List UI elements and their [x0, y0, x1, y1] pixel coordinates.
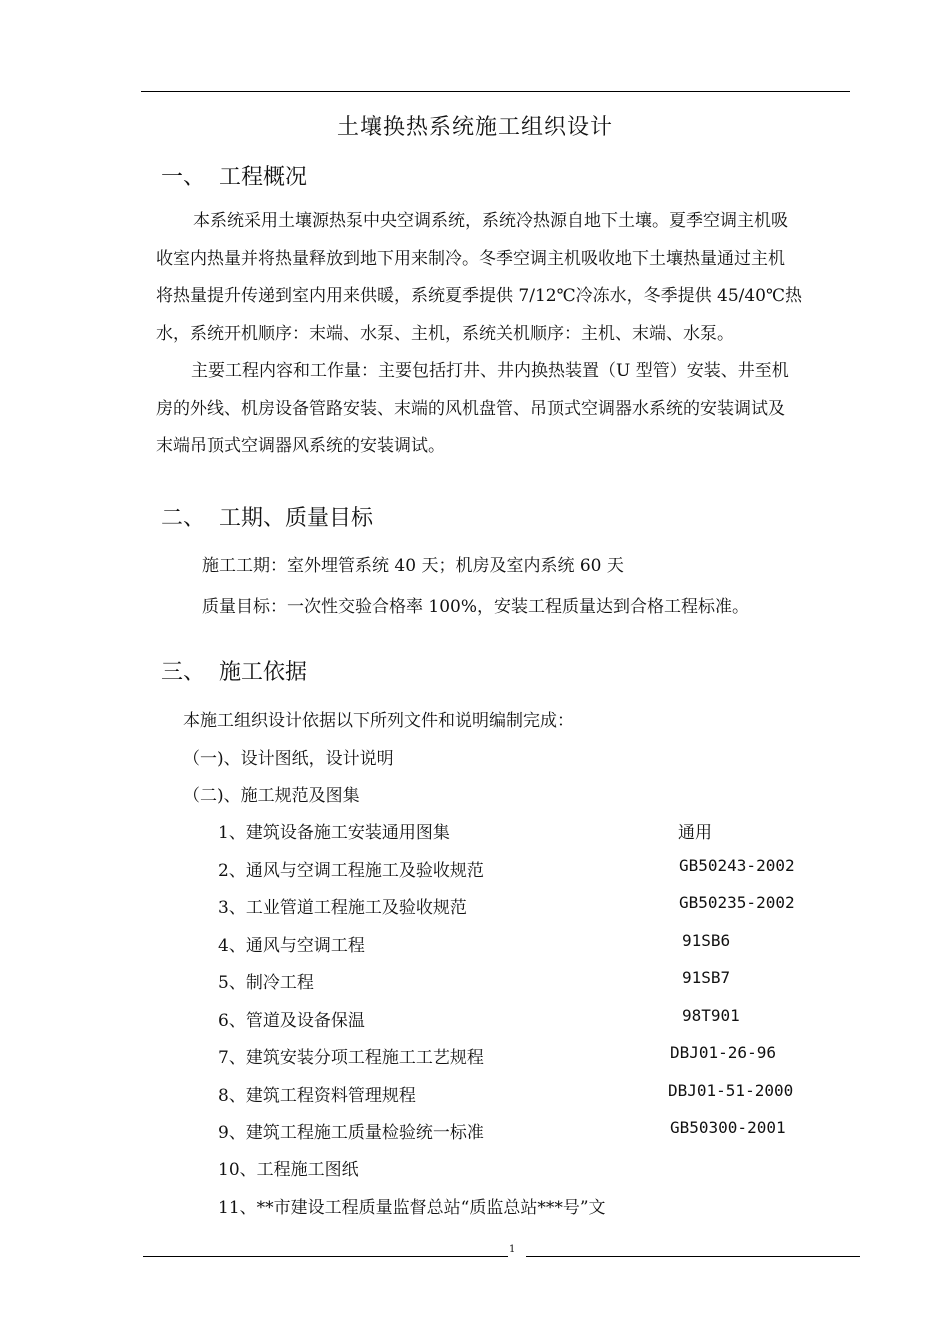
footer-rule-left	[143, 1256, 508, 1257]
reference-row	[0, 968, 950, 998]
reference-code: DBJ01-51-2000	[668, 1081, 794, 1100]
reference-name: 1、建筑设备施工安装通用图集	[218, 823, 450, 843]
reference-name: 6、管道及设备保温	[218, 1011, 365, 1031]
reference-name: 11、**市建设工程质量监督总站“质监总站***号”文	[218, 1198, 606, 1218]
reference-code: 通用	[678, 823, 712, 843]
reference-name: 8、建筑工程资料管理规程	[218, 1086, 416, 1106]
subheading-design-drawings: （一)、设计图纸，设计说明	[183, 749, 394, 769]
paragraph-scope	[156, 353, 868, 466]
reference-name: 5、制冷工程	[218, 973, 314, 993]
reference-row	[0, 818, 950, 848]
text-line: 末端吊顶式空调器风系统的安装调试。	[156, 436, 445, 456]
reference-row	[0, 1081, 950, 1111]
reference-row	[0, 1155, 950, 1185]
reference-code: GB50243-2002	[679, 856, 795, 875]
subheading-codes: （二)、施工规范及图集	[183, 786, 360, 806]
reference-row	[0, 893, 950, 923]
text-line: 将热量提升传递到室内用来供暖，系统夏季提供 7/12℃冷冻水，冬季提供 45/40℃热	[156, 286, 803, 306]
section-heading-1	[161, 160, 307, 191]
reference-code: DBJ01-26-96	[670, 1043, 776, 1062]
text-line: 房的外线、机房设备管路安装、末端的风机盘管、吊顶式空调器水系统的安装调试及	[156, 398, 785, 419]
text-line: 本系统采用土壤源热泵中央空调系统，系统冷热源自地下土壤。夏季空调主机吸	[193, 211, 788, 231]
reference-code: GB50235-2002	[679, 893, 795, 912]
section-heading-3	[161, 655, 307, 686]
text-line: 主要工程内容和工作量：主要包括打井、井内换热装置（U 型管）安装、井至机	[191, 361, 789, 381]
reference-row	[0, 1118, 950, 1148]
paragraph-overview	[156, 203, 868, 353]
reference-row	[0, 856, 950, 886]
section-heading-2	[161, 501, 373, 532]
text-line: 水，系统开机顺序：末端、水泵、主机，系统关机顺序：主机、末端、水泵。	[156, 323, 734, 344]
reference-code: GB50300-2001	[670, 1118, 786, 1137]
section-number: 三、	[161, 660, 206, 685]
reference-code: 91SB6	[682, 931, 731, 950]
reference-row	[0, 1006, 950, 1036]
reference-name: 10、工程施工图纸	[218, 1160, 359, 1180]
page-number: 1	[509, 1244, 516, 1255]
reference-name: 4、通风与空调工程	[218, 936, 365, 956]
section-title: 施工依据	[219, 660, 308, 685]
section-title: 工期、质量目标	[219, 506, 374, 531]
section-number: 一、	[161, 165, 206, 190]
reference-name: 3、工业管道工程施工及验收规范	[218, 898, 467, 918]
document-title: 土壤换热系统施工组织设计	[336, 115, 613, 140]
reference-name: 9、建筑工程施工质量检验统一标准	[218, 1123, 484, 1143]
section-number: 二、	[161, 506, 206, 531]
reference-code: 91SB7	[682, 968, 731, 987]
reference-name: 7、建筑安装分项工程施工工艺规程	[218, 1048, 484, 1068]
basis-intro: 本施工组织设计依据以下所列文件和说明编制完成：	[183, 711, 574, 731]
header-rule	[141, 91, 850, 92]
schedule-line: 施工工期：室外埋管系统 40 天；机房及室内系统 60 天	[202, 556, 624, 576]
footer-rule-right	[526, 1256, 860, 1257]
reference-row	[0, 1043, 950, 1073]
reference-code: 98T901	[682, 1006, 740, 1025]
section-title: 工程概况	[219, 165, 308, 190]
reference-name: 2、通风与空调工程施工及验收规范	[218, 861, 484, 881]
reference-row	[0, 931, 950, 961]
reference-row	[0, 1193, 950, 1223]
quality-line: 质量目标：一次性交验合格率 100%，安装工程质量达到合格工程标准。	[202, 597, 750, 617]
text-line: 收室内热量并将热量释放到地下用来制冷。冬季空调主机吸收地下土壤热量通过主机	[156, 248, 785, 269]
